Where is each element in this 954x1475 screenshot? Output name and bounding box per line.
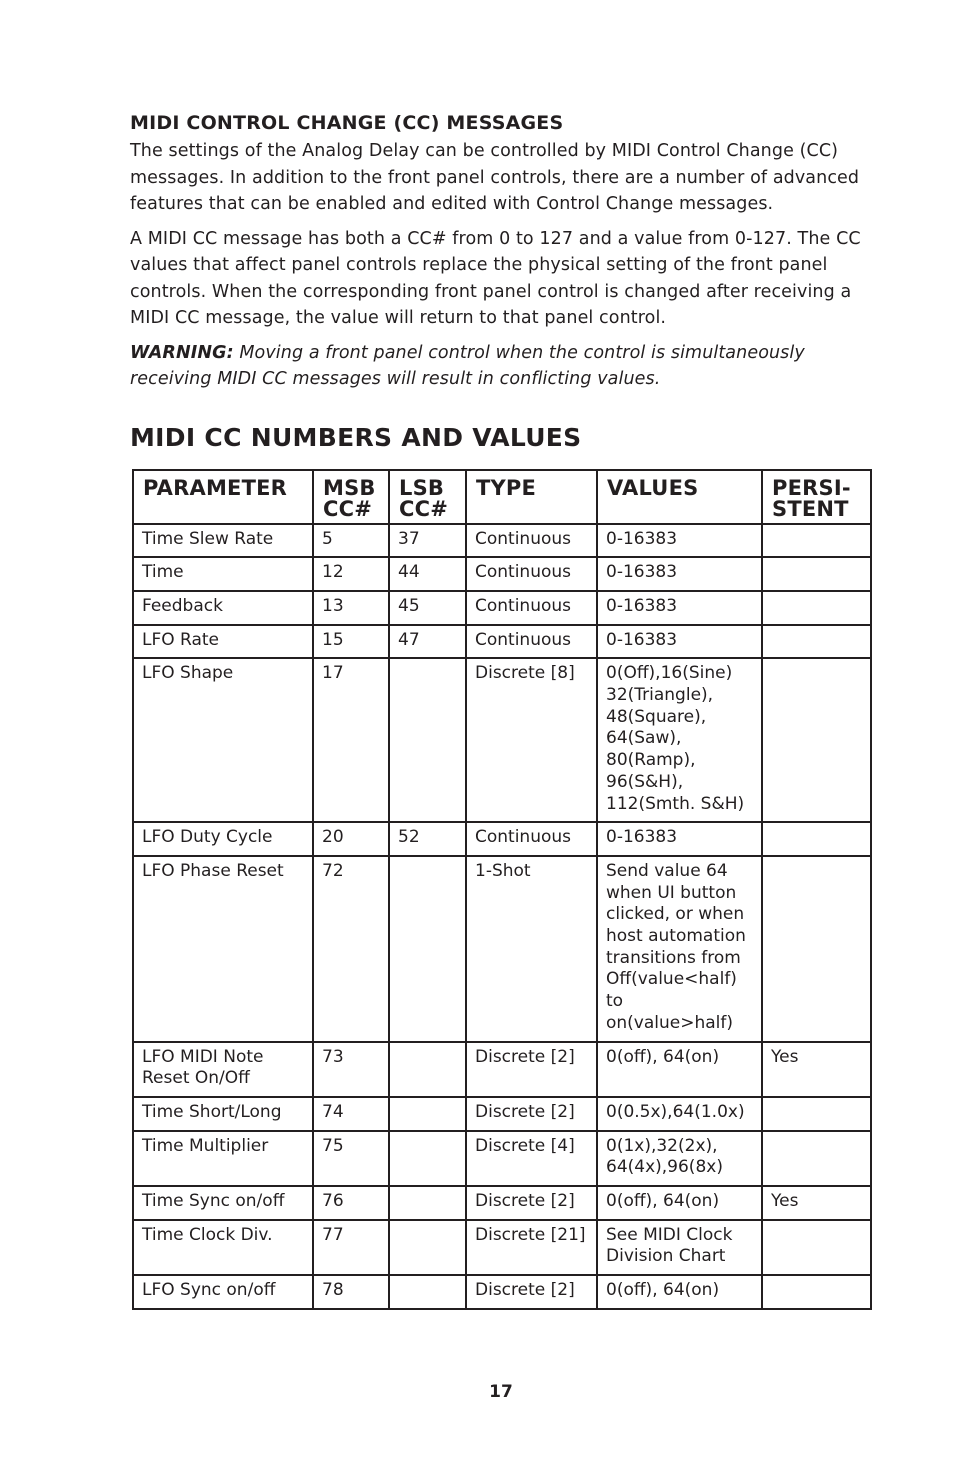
table-row (133, 1131, 871, 1186)
cell-msb: 72 (313, 856, 389, 1042)
cell-parameter: Time Sync on/off (133, 1186, 313, 1220)
page-number: 17 (489, 1382, 513, 1402)
cell-type: Discrete [2] (466, 1186, 597, 1220)
table-row (133, 557, 871, 591)
cell-msb: 17 (313, 658, 389, 822)
table-header-row (133, 470, 871, 524)
cell-msb: 73 (313, 1042, 389, 1097)
cell-values: 0-16383 (597, 557, 762, 591)
cell-persistent (762, 557, 871, 591)
header-type: TYPE (466, 470, 597, 524)
header-msb (313, 470, 389, 524)
cell-values: 0(off), 64(on) (597, 1186, 762, 1220)
cell-persistent: Yes (762, 1042, 871, 1097)
cell-lsb (389, 1097, 466, 1131)
cell-parameter: LFO Shape (133, 658, 313, 822)
table-row (133, 1220, 871, 1275)
cell-values: 0-16383 (597, 625, 762, 659)
cell-persistent (762, 1131, 871, 1186)
table-row (133, 822, 871, 856)
cell-persistent: Yes (762, 1186, 871, 1220)
table-row (133, 658, 871, 822)
cell-parameter: LFO MIDI Note Reset On/Off (133, 1042, 313, 1097)
cell-persistent (762, 658, 871, 822)
cell-type: Continuous (466, 557, 597, 591)
cell-msb: 12 (313, 557, 389, 591)
cell-type: Discrete [2] (466, 1042, 597, 1097)
cell-values: 0-16383 (597, 591, 762, 625)
warning-text: Moving a front panel control when the control is simultaneously receiving MIDI CC messages will result in conflicting values. (130, 342, 805, 389)
cell-msb: 74 (313, 1097, 389, 1131)
header-parameter: PARAMETER (133, 470, 313, 524)
cell-lsb: 45 (389, 591, 466, 625)
cell-values: Send value 64 when UI button clicked, or when host automation transitions from Off(value<half) to on(value>half) (597, 856, 762, 1042)
header-persistent: PERSI- STENT (762, 470, 871, 524)
cell-type: Continuous (466, 591, 597, 625)
header-values: VALUES (597, 470, 762, 524)
table-row (133, 1275, 871, 1309)
cell-type: Continuous (466, 524, 597, 558)
page-content (130, 112, 870, 1310)
cell-type: Discrete [21] (466, 1220, 597, 1275)
cell-type: Continuous (466, 822, 597, 856)
table-title: MIDI CC NUMBERS AND VALUES (130, 422, 582, 452)
cell-msb: 76 (313, 1186, 389, 1220)
section-heading: MIDI CONTROL CHANGE (CC) MESSAGES (130, 112, 564, 134)
header-lsb-text: LSB CC# (399, 475, 449, 521)
cell-values: 0(off), 64(on) (597, 1275, 762, 1309)
table-row (133, 1042, 871, 1097)
cell-parameter: LFO Duty Cycle (133, 822, 313, 856)
cell-msb: 13 (313, 591, 389, 625)
table-row (133, 1186, 871, 1220)
header-msb-text: MSB CC# (323, 475, 376, 521)
warning-paragraph (130, 340, 870, 393)
midi-cc-table (132, 469, 872, 1310)
table-row (133, 591, 871, 625)
cell-persistent (762, 1220, 871, 1275)
cell-msb: 20 (313, 822, 389, 856)
cell-type: Continuous (466, 625, 597, 659)
cell-values: 0(off), 64(on) (597, 1042, 762, 1097)
cell-persistent (762, 625, 871, 659)
cell-parameter: Time Short/Long (133, 1097, 313, 1131)
cell-persistent (762, 1275, 871, 1309)
cell-persistent (762, 856, 871, 1042)
cell-lsb (389, 1186, 466, 1220)
cell-lsb: 37 (389, 524, 466, 558)
table-row (133, 625, 871, 659)
cell-lsb: 44 (389, 557, 466, 591)
cell-type: Discrete [4] (466, 1131, 597, 1186)
cell-lsb (389, 1275, 466, 1309)
table-row (133, 524, 871, 558)
cell-parameter: Time Clock Div. (133, 1220, 313, 1275)
table-row (133, 856, 871, 1042)
cell-msb: 78 (313, 1275, 389, 1309)
cell-parameter: LFO Rate (133, 625, 313, 659)
warning-label: WARNING: (130, 342, 234, 363)
table-row (133, 1097, 871, 1131)
cell-values: 0-16383 (597, 822, 762, 856)
intro-paragraph: The settings of the Analog Delay can be controlled by MIDI Control Change (CC) messages. In addition to the front panel controls, there are a number of advanced features that can be enabled and edited with Control Change messages. (130, 141, 860, 214)
cell-lsb (389, 1042, 466, 1097)
cell-values: See MIDI Clock Division Chart (597, 1220, 762, 1275)
cell-persistent (762, 524, 871, 558)
cell-msb: 15 (313, 625, 389, 659)
cell-lsb (389, 1220, 466, 1275)
cell-persistent (762, 1097, 871, 1131)
cell-values: 0-16383 (597, 524, 762, 558)
cell-parameter: Time Slew Rate (133, 524, 313, 558)
cell-values: 0(1x),32(2x), 64(4x),96(8x) (597, 1131, 762, 1186)
cell-parameter: LFO Sync on/off (133, 1275, 313, 1309)
cell-persistent (762, 822, 871, 856)
cell-type: Discrete [2] (466, 1275, 597, 1309)
cell-type: Discrete [8] (466, 658, 597, 822)
cell-lsb (389, 1131, 466, 1186)
cell-type: 1-Shot (466, 856, 597, 1042)
cc-explanation-paragraph: A MIDI CC message has both a CC# from 0 to 127 and a value from 0-127. The CC values that affect panel controls replace the physical setting of the front panel controls. When the corresponding front panel control is changed after receiving a MIDI CC message, the value will return to that panel control. (130, 228, 861, 328)
cell-msb: 77 (313, 1220, 389, 1275)
cell-msb: 75 (313, 1131, 389, 1186)
cell-lsb: 52 (389, 822, 466, 856)
cell-values: 0(0.5x),64(1.0x) (597, 1097, 762, 1131)
cell-lsb (389, 856, 466, 1042)
header-lsb (389, 470, 466, 524)
cell-parameter: Feedback (133, 591, 313, 625)
cell-type: Discrete [2] (466, 1097, 597, 1131)
cell-parameter: Time Multiplier (133, 1131, 313, 1186)
cell-lsb: 47 (389, 625, 466, 659)
cell-lsb (389, 658, 466, 822)
cell-parameter: LFO Phase Reset (133, 856, 313, 1042)
cell-msb: 5 (313, 524, 389, 558)
cell-parameter: Time (133, 557, 313, 591)
cell-values: 0(Off),16(Sine) 32(Triangle), 48(Square), 64(Saw), 80(Ramp), 96(S&H), 112(Smth. S&H) (597, 658, 762, 822)
cell-persistent (762, 591, 871, 625)
